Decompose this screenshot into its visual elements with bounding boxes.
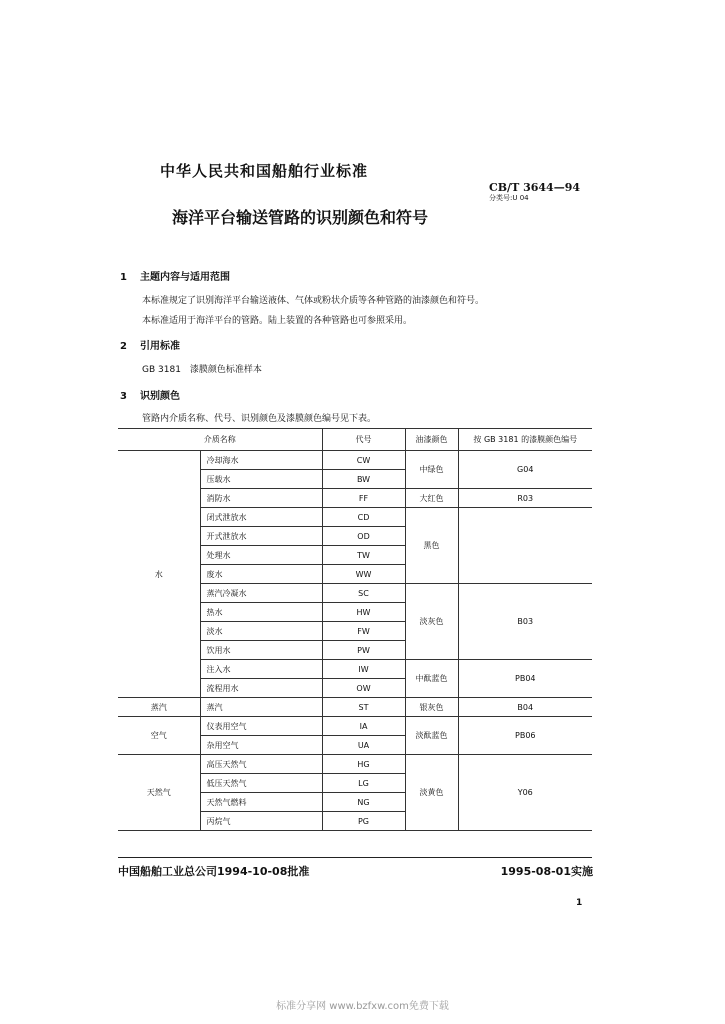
category-cell: 蒸汽 bbox=[118, 698, 200, 717]
medium-name: 开式泄放水 bbox=[200, 527, 322, 546]
header-medium-name: 介质名称 bbox=[118, 429, 322, 451]
header-code: 代号 bbox=[322, 429, 405, 451]
medium-code: OW bbox=[322, 679, 405, 698]
medium-code: OD bbox=[322, 527, 405, 546]
section-1-paragraph: 本标准适用于海洋平台的管路。陆上装置的各种管路也可参照采用。 bbox=[142, 316, 413, 326]
footer-divider bbox=[118, 857, 592, 858]
category-cell: 空气 bbox=[118, 717, 200, 755]
gb-number: R03 bbox=[458, 489, 592, 508]
header-paint-color: 油漆颜色 bbox=[405, 429, 458, 451]
medium-name: 闭式泄放水 bbox=[200, 508, 322, 527]
paint-color: 黑色 bbox=[405, 508, 458, 584]
gb-number: PB04 bbox=[458, 660, 592, 698]
medium-code: PG bbox=[322, 812, 405, 831]
medium-name: 天然气燃料 bbox=[200, 793, 322, 812]
medium-name: 低压天然气 bbox=[200, 774, 322, 793]
paint-color: 中绿色 bbox=[405, 451, 458, 489]
paint-color: 银灰色 bbox=[405, 698, 458, 717]
medium-name: 废水 bbox=[200, 565, 322, 584]
paint-color: 大红色 bbox=[405, 489, 458, 508]
medium-name: 蒸汽冷凝水 bbox=[200, 584, 322, 603]
medium-code: UA bbox=[322, 736, 405, 755]
issuing-organization: 中华人民共和国船舶行业标准 bbox=[160, 162, 369, 180]
paint-color: 中酞蓝色 bbox=[405, 660, 458, 698]
medium-code: PW bbox=[322, 641, 405, 660]
medium-name: 冷却海水 bbox=[200, 451, 322, 470]
category-cell: 水 bbox=[118, 451, 200, 698]
medium-name: 热水 bbox=[200, 603, 322, 622]
watermark: 标准分享网 www.bzfxw.com免费下载 bbox=[276, 1001, 449, 1012]
page-number: 1 bbox=[576, 898, 583, 908]
medium-name: 仪表用空气 bbox=[200, 717, 322, 736]
medium-code: FF bbox=[322, 489, 405, 508]
section-2-paragraph: GB 3181 漆膜颜色标准样本 bbox=[142, 365, 262, 375]
section-1-paragraph: 本标准规定了识别海洋平台输送液体、气体或粉状介质等各种管路的油漆颜色和符号。 bbox=[142, 296, 485, 306]
pipe-color-table bbox=[118, 428, 592, 831]
medium-name: 淡水 bbox=[200, 622, 322, 641]
medium-name: 处理水 bbox=[200, 546, 322, 565]
medium-code: HW bbox=[322, 603, 405, 622]
standard-code: CB/T 3644—94 bbox=[489, 181, 581, 194]
table-row bbox=[118, 717, 592, 736]
table-row bbox=[118, 451, 592, 470]
medium-code: IA bbox=[322, 717, 405, 736]
gb-number: Y06 bbox=[458, 755, 592, 831]
medium-code: NG bbox=[322, 793, 405, 812]
medium-name: 蒸汽 bbox=[200, 698, 322, 717]
medium-code: TW bbox=[322, 546, 405, 565]
medium-name: 消防水 bbox=[200, 489, 322, 508]
medium-code: IW bbox=[322, 660, 405, 679]
medium-code: FW bbox=[322, 622, 405, 641]
medium-code: SC bbox=[322, 584, 405, 603]
gb-number: G04 bbox=[458, 451, 592, 489]
medium-code: CW bbox=[322, 451, 405, 470]
medium-name: 高压天然气 bbox=[200, 755, 322, 774]
medium-name: 杂用空气 bbox=[200, 736, 322, 755]
medium-code: ST bbox=[322, 698, 405, 717]
category-cell: 天然气 bbox=[118, 755, 200, 831]
implementation-date: 1995-08-01实施 bbox=[500, 865, 593, 878]
gb-number bbox=[458, 508, 592, 584]
medium-code: CD bbox=[322, 508, 405, 527]
document-title: 海洋平台输送管路的识别颜色和符号 bbox=[172, 208, 429, 227]
section-heading-1: 1 主题内容与适用范围 bbox=[120, 272, 230, 283]
section-heading-3: 3 识别颜色 bbox=[120, 391, 180, 402]
section-heading-2: 2 引用标准 bbox=[120, 341, 180, 352]
table-header-row bbox=[118, 429, 592, 451]
paint-color: 淡黄色 bbox=[405, 755, 458, 831]
medium-code: WW bbox=[322, 565, 405, 584]
medium-name: 注入水 bbox=[200, 660, 322, 679]
table-row bbox=[118, 755, 592, 774]
table-row bbox=[118, 698, 592, 717]
section-3-paragraph: 管路内介质名称、代号、识别颜色及漆膜颜色编号见下表。 bbox=[142, 414, 377, 424]
approval-date: 中国船舶工业总公司1994-10-08批准 bbox=[118, 865, 310, 878]
paint-color: 淡灰色 bbox=[405, 584, 458, 660]
medium-code: BW bbox=[322, 470, 405, 489]
medium-name: 饮用水 bbox=[200, 641, 322, 660]
gb-number: B03 bbox=[458, 584, 592, 660]
medium-code: LG bbox=[322, 774, 405, 793]
medium-name: 流程用水 bbox=[200, 679, 322, 698]
medium-name: 压载水 bbox=[200, 470, 322, 489]
header-gb-number: 按 GB 3181 的漆膜颜色编号 bbox=[458, 429, 592, 451]
medium-name: 丙烷气 bbox=[200, 812, 322, 831]
paint-color: 淡酞蓝色 bbox=[405, 717, 458, 755]
gb-number: B04 bbox=[458, 698, 592, 717]
classification-number: 分类号:U 04 bbox=[489, 194, 529, 202]
gb-number: PB06 bbox=[458, 717, 592, 755]
medium-code: HG bbox=[322, 755, 405, 774]
